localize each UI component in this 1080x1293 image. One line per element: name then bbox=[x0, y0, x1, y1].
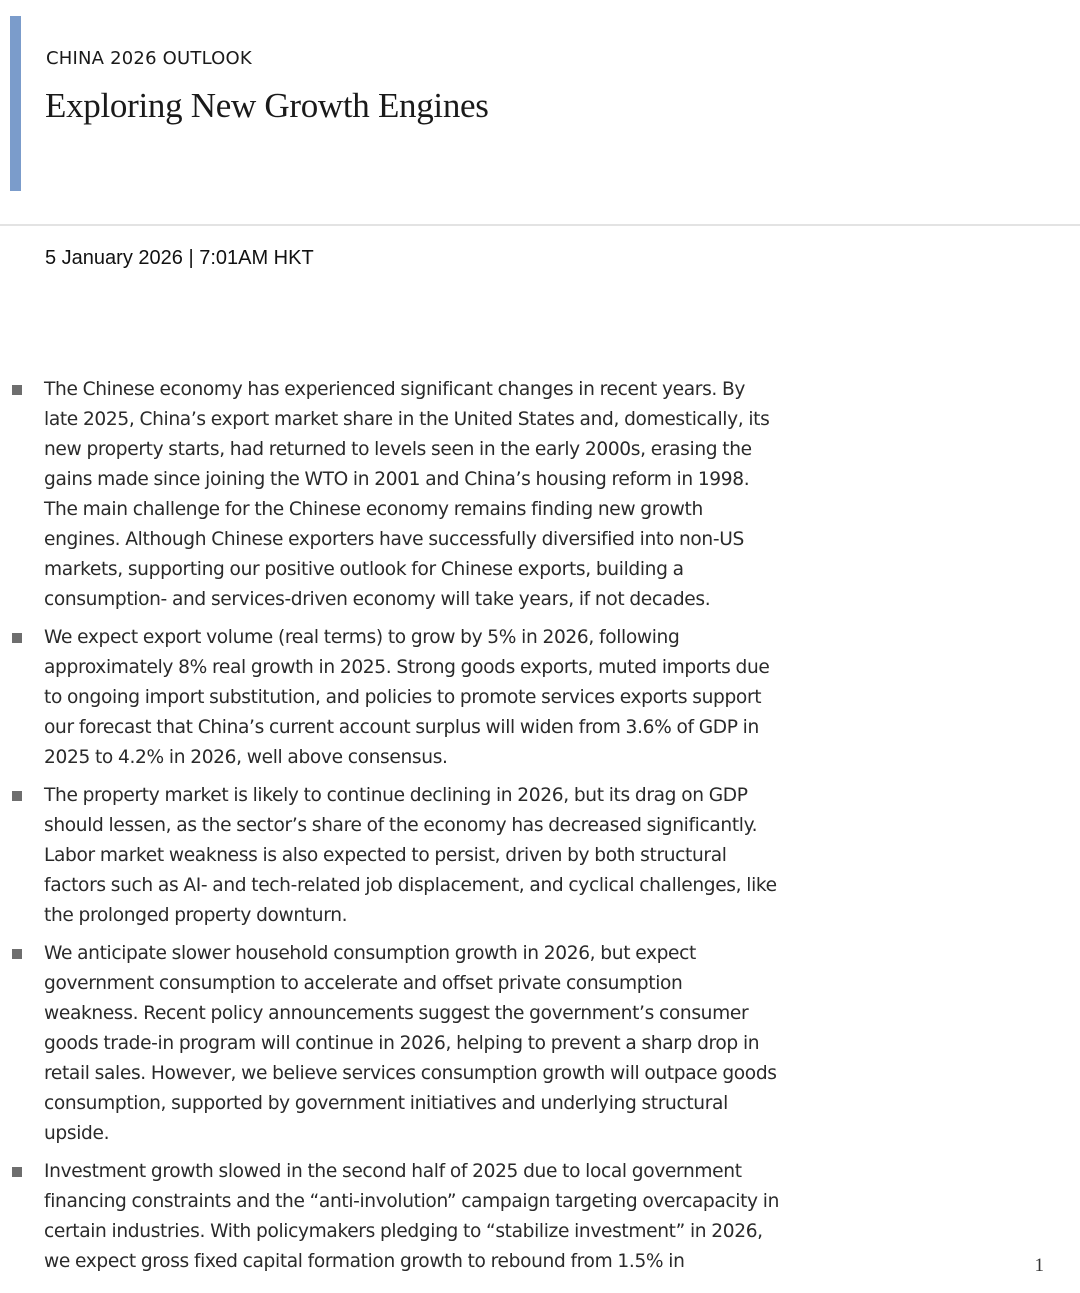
publication-dateline: 5 January 2026 | 7:01AM HKT bbox=[45, 247, 314, 269]
key-point-text: We expect export volume (real terms) to grow by 5% in 2026, following approximately 8% real growth in 2025. Strong goods exports, muted imports due to ongoing import substitution, and policies to promote services exports support our forecast that China’s current account surplus will widen from 3.6% of GDP in 2025 to 4.2% in 2026, well above consensus. bbox=[44, 627, 770, 768]
report-series-label: CHINA 2026 OUTLOOK bbox=[46, 48, 252, 69]
key-point-1 bbox=[0, 375, 780, 615]
key-point-text: The Chinese economy has experienced significant changes in recent years. By late 2025, China’s export market share in the United States and, domestically, its new property starts, had returned to levels seen in the early 2000s, erasing the gains made since joining the WTO in 2001 and China’s housing reform in 1998. The main challenge for the Chinese economy remains finding new growth engines. Although Chinese exporters have successfully diversified into non-US markets, supporting our positive outlook for Chinese exports, building a consumption- and services-driven economy will take years, if not decades. bbox=[44, 379, 770, 610]
square-bullet-icon bbox=[12, 949, 22, 959]
key-point-3 bbox=[0, 781, 780, 931]
key-point-4 bbox=[0, 939, 780, 1149]
square-bullet-icon bbox=[12, 385, 22, 395]
key-point-text: We anticipate slower household consumption growth in 2026, but expect government consumption to accelerate and offset private consumption weakness. Recent policy announcements suggest the government’s consumer goods trade-in program will continue in 2026, helping to prevent a sharp drop in retail sales. However, we believe services consumption growth will outpace goods consumption, supported by government initiatives and underlying structural upside. bbox=[44, 943, 777, 1144]
square-bullet-icon bbox=[12, 791, 22, 801]
key-point-5 bbox=[0, 1157, 780, 1277]
header-accent-bar bbox=[10, 16, 21, 191]
square-bullet-icon bbox=[12, 633, 22, 643]
key-point-text: The property market is likely to continue declining in 2026, but its drag on GDP should lessen, as the sector’s share of the economy has decreased significantly. Labor market weakness is also expected to persist, driven by both structural factors such as AI- and tech-related job displacement, and cyclical challenges, like the prolonged property downturn. bbox=[44, 785, 777, 926]
square-bullet-icon bbox=[12, 1167, 22, 1177]
key-points-list bbox=[0, 375, 780, 1285]
key-point-text: Investment growth slowed in the second half of 2025 due to local government financing constraints and the “anti-involution” campaign targeting overcapacity in certain industries. With policymakers pledging to “stabilize investment” in 2026, we expect gross fixed capital formation growth to rebound from 1.5% in bbox=[44, 1161, 780, 1272]
header-divider bbox=[0, 224, 1080, 226]
key-point-2 bbox=[0, 623, 780, 773]
page-number: 1 bbox=[1034, 1255, 1044, 1276]
page-title: Exploring New Growth Engines bbox=[45, 86, 489, 125]
